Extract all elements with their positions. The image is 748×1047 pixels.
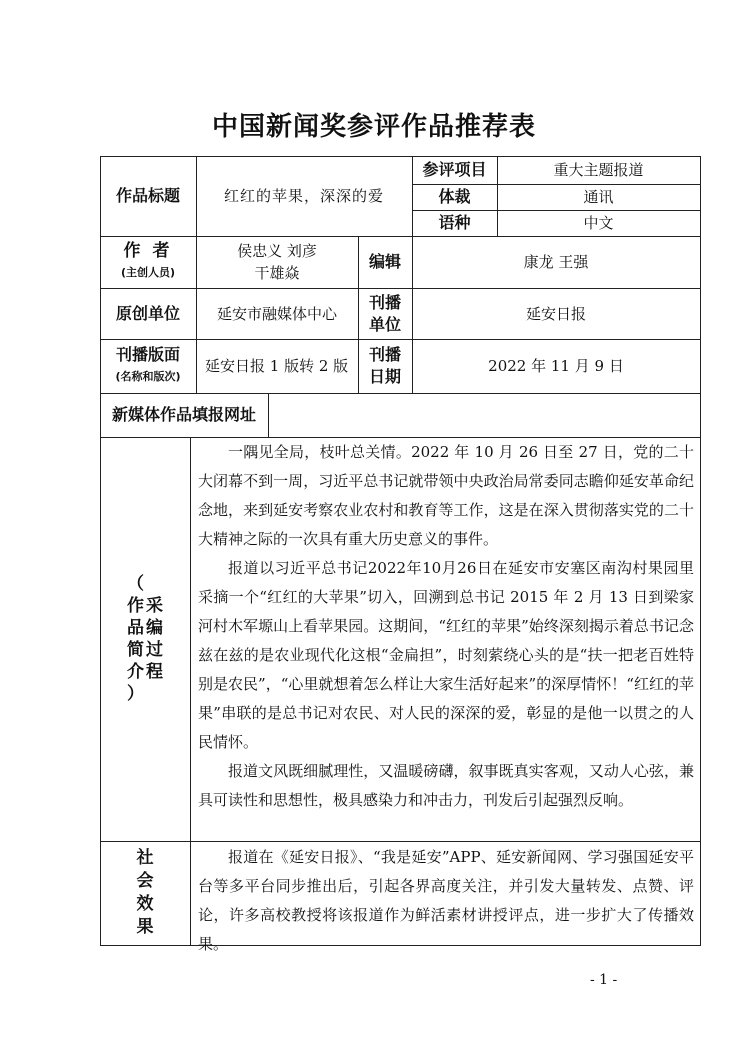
publish-date-label-1: 刊播 <box>368 345 401 364</box>
publish-page-label: 刊播版面 <box>115 345 180 364</box>
intro-paragraph: 报道文风既细腻理性，又温暖磅礴，叙事既真实客观，又动人心弦，兼具可读性和思想性，极具感染力和冲击力，刊发后引起强烈反响。 <box>198 762 694 809</box>
effect-paragraph: 报道在《延安日报》、“我是延安”APP、延安新闻网、学习强国延安平台等多平台同步推出后，引起各界高度关注，并引发大量转发、点赞、评论，许多高校教授将该报道作为鲜活素材讲授评点，进一步扩大了传播效果。 <box>198 848 694 953</box>
author-label-cell <box>100 236 196 288</box>
publish-unit-label-1: 刊播 <box>368 292 401 312</box>
intro-label-col-1: （ 作 品 简 介 ） <box>127 574 144 704</box>
author-line-2: 干雄焱 <box>254 264 300 282</box>
page-title: 中国新闻奖参评作品推荐表 <box>211 112 536 142</box>
publish-page-label-cell <box>100 339 196 393</box>
genre-label: 体裁 <box>438 187 471 206</box>
publish-unit-value: 延安日报 <box>525 304 586 323</box>
new-media-url-label: 新媒体作品填报网址 <box>111 405 256 424</box>
work-title-label: 作品标题 <box>115 186 180 205</box>
language-value: 中文 <box>583 214 614 232</box>
intro-paragraph: 一隅见全局，枝叶总关情。2022 年 10 月 26 日至 27 日，党的二十大闭幕不到一周，习近平总书记就带领中央政治局常委同志瞻仰延安革命纪念地，来到延安考察农业农村和教育等工作，这是在深入贯彻落实党的二十大精神之际的一次具有重大历史意义的事件。 <box>198 443 694 548</box>
publish-date-label <box>358 339 412 393</box>
intro-label <box>100 437 190 841</box>
publish-date-value: 2022 年 11 月 9 日 <box>488 357 624 375</box>
publish-page-sub-label: (名称和版次) <box>115 370 181 383</box>
category-label: 参评项目 <box>422 160 487 179</box>
category-value: 重大主题报道 <box>553 161 644 179</box>
intro-paragraph: 报道以习近平总书记2022年10月26日在延安市安塞区南沟村果园里采摘一个“红红的大苹果”切入，回溯到总书记 2015 年 2 月 13 日到梁家河村木军塬山上看苹果园。这期间，“红红的苹果”始终深刻揭示着总书记念兹在兹的是农业现代化这根“金扁担”，时刻萦绕心头的是“扶一把老百姓特别是农民”，“心里就想着怎么样让大家生活好起来”的深厚情怀！“红红的苹果”串联的是总书记对农民、对人民的深深的爱，彰显的是他一以贯之的人民情怀。 <box>198 559 694 751</box>
author-value-cell <box>196 236 358 288</box>
new-media-url-value <box>268 393 700 437</box>
author-sub-label: (主创人员) <box>120 266 176 279</box>
intro-content <box>198 438 694 815</box>
editor-value: 康龙 王强 <box>523 253 589 271</box>
language-label: 语种 <box>438 213 471 232</box>
work-title-value: 红红的苹果，深深的爱 <box>223 187 384 205</box>
page-number: - 1 - <box>590 972 618 988</box>
original-unit-label: 原创单位 <box>115 303 180 323</box>
publish-unit-label <box>358 288 412 339</box>
author-label: 作 者 <box>123 241 173 261</box>
author-line-1: 侯忠义 刘彦 <box>237 242 317 260</box>
genre-value: 通讯 <box>583 188 614 206</box>
publish-page-value: 延安日报 1 版转 2 版 <box>205 357 349 375</box>
publish-date-label-2: 日期 <box>368 367 401 386</box>
original-unit-value: 延安市融媒体中心 <box>216 304 337 323</box>
publish-unit-label-2: 单位 <box>368 314 401 334</box>
effect-content <box>198 843 694 959</box>
effect-label: 社 会 效 果 <box>136 848 154 937</box>
intro-label-col-2: 采 编 过 程 <box>146 596 163 682</box>
editor-label: 编辑 <box>368 252 401 271</box>
